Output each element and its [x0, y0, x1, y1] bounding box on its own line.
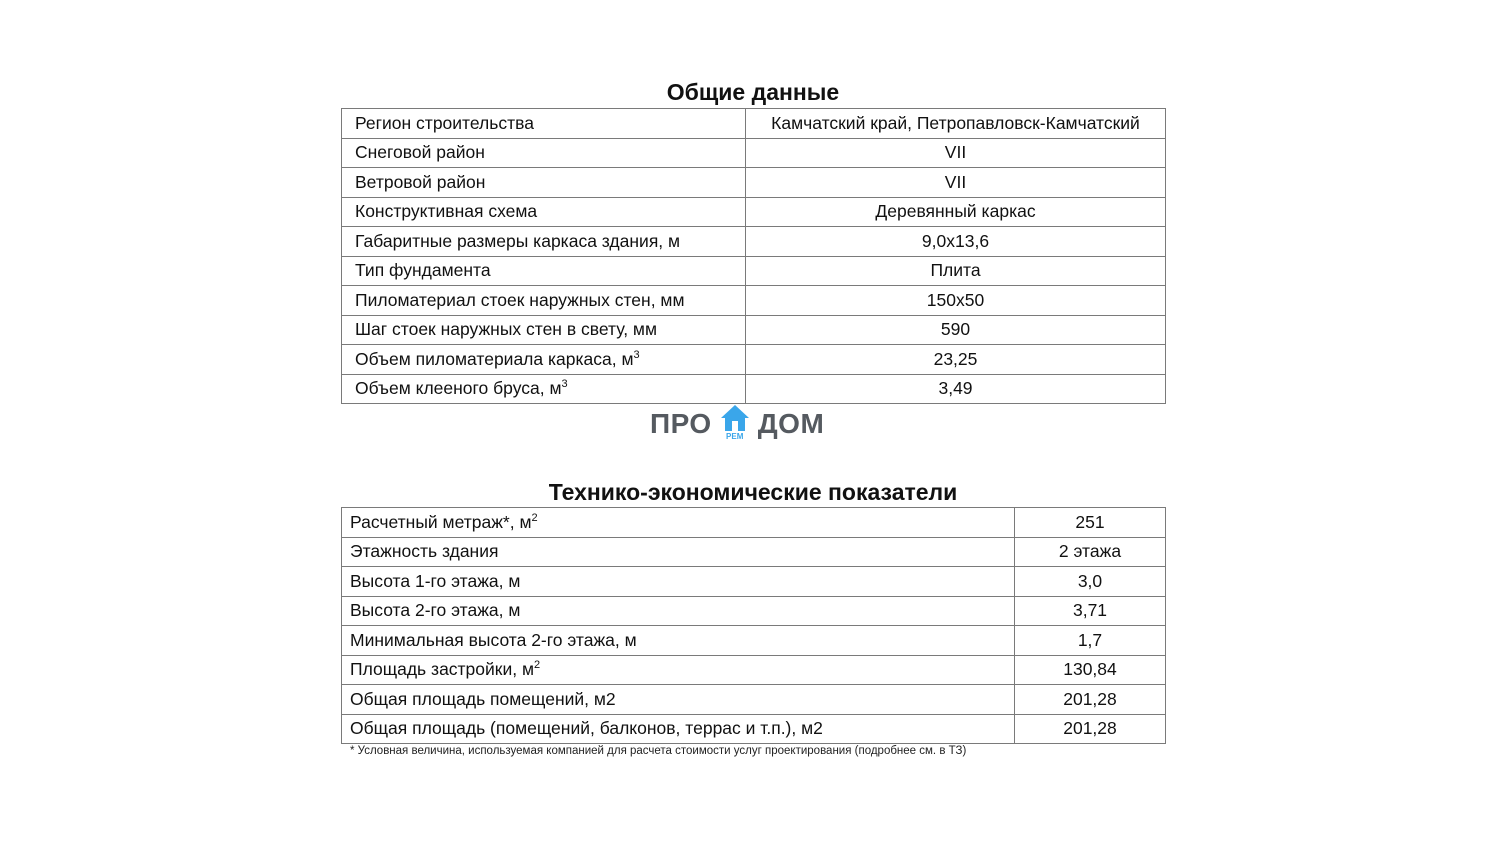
row-value: VII: [746, 168, 1166, 198]
row-label: Этажность здания: [350, 541, 499, 562]
row-label: Общая площадь помещений, м2: [350, 688, 616, 709]
table-row: [342, 508, 1166, 538]
footnote: * Условная величина, используемая компанией для расчета стоимости услуг проектирования (подробнее см. в ТЗ): [350, 745, 967, 757]
row-value: 2 этажа: [1015, 537, 1166, 567]
row-value: 9,0х13,6: [746, 227, 1166, 257]
unit-exponent: 3: [561, 378, 568, 391]
row-label: Тип фундамента: [355, 260, 491, 281]
table-row: [342, 626, 1166, 656]
tech-indicators-table: [341, 507, 1166, 744]
table-row: [342, 714, 1166, 744]
row-value: 23,25: [746, 345, 1166, 375]
row-label: Пиломатериал стоек наружных стен, мм: [355, 289, 685, 310]
table-row: [342, 168, 1166, 198]
row-label-cell: [342, 714, 1015, 744]
row-label: Высота 2-го этажа, м: [350, 600, 521, 621]
row-label: Снеговой район: [355, 142, 485, 163]
general-data-table: [341, 108, 1166, 404]
row-label-cell: [342, 168, 746, 198]
logo-subtext: РЕМ: [726, 432, 744, 441]
table-row: [342, 345, 1166, 375]
row-label: Общая площадь (помещений, балконов, террас и т.п.), м2: [350, 718, 823, 739]
row-value: 3,71: [1015, 596, 1166, 626]
table-row: [342, 567, 1166, 597]
table-row: [342, 655, 1166, 685]
unit-exponent: 2: [534, 659, 541, 672]
row-label-cell: [342, 567, 1015, 597]
row-value: 130,84: [1015, 655, 1166, 685]
row-value: 201,28: [1015, 685, 1166, 715]
row-label: Высота 1-го этажа, м: [350, 570, 521, 591]
logo-text-left: ПРО: [650, 408, 712, 439]
table-row: [342, 286, 1166, 316]
row-value: Деревянный каркас: [746, 197, 1166, 227]
row-label-cell: [342, 138, 746, 168]
row-label-cell: [342, 508, 1015, 538]
row-label: Минимальная высота 2-го этажа, м: [350, 629, 637, 650]
table-row: [342, 256, 1166, 286]
table-row: [342, 138, 1166, 168]
row-value: 3,0: [1015, 567, 1166, 597]
row-label-cell: [342, 537, 1015, 567]
unit-exponent: 3: [633, 348, 640, 361]
row-label-cell: [342, 626, 1015, 656]
row-value: 201,28: [1015, 714, 1166, 744]
row-value: 1,7: [1015, 626, 1166, 656]
row-label: Расчетный метраж*, м: [350, 511, 532, 532]
row-label: Площадь застройки, м: [350, 659, 534, 680]
row-label-cell: [342, 256, 746, 286]
tech-indicators-title: Технико-экономические показатели: [548, 479, 958, 505]
table-row: [342, 315, 1166, 345]
row-label: Ветровой район: [355, 171, 486, 192]
row-value: Камчатский край, Петропавловск-Камчатский: [746, 109, 1166, 139]
general-data-title: Общие данные: [666, 79, 840, 105]
row-label-cell: [342, 315, 746, 345]
row-label-cell: [342, 345, 746, 375]
row-value: 150х50: [746, 286, 1166, 316]
row-value: Плита: [746, 256, 1166, 286]
row-label-cell: [342, 596, 1015, 626]
row-value: VII: [746, 138, 1166, 168]
row-label-cell: [342, 109, 746, 139]
table-row: [342, 374, 1166, 404]
row-label: Шаг стоек наружных стен в свету, мм: [355, 319, 657, 340]
row-label-cell: [342, 685, 1015, 715]
row-label-cell: [342, 374, 746, 404]
row-label: Объем клееного бруса, м: [355, 378, 562, 399]
row-label-cell: [342, 655, 1015, 685]
table-row: [342, 685, 1166, 715]
house-icon: [716, 404, 754, 444]
table-row: [342, 197, 1166, 227]
logo-text-right: ДОМ: [757, 408, 825, 439]
row-label: Регион строительства: [355, 112, 534, 133]
table-row: [342, 109, 1166, 139]
table-row: [342, 537, 1166, 567]
unit-exponent: 2: [531, 511, 538, 524]
row-label: Конструктивная схема: [355, 201, 538, 222]
row-label-cell: [342, 286, 746, 316]
row-value: 251: [1015, 508, 1166, 538]
table-row: [342, 596, 1166, 626]
row-label-cell: [342, 197, 746, 227]
table-row: [342, 227, 1166, 257]
row-value: 590: [746, 315, 1166, 345]
row-label: Габаритные размеры каркаса здания, м: [355, 230, 681, 251]
row-value: 3,49: [746, 374, 1166, 404]
row-label: Объем пиломатериала каркаса, м: [355, 348, 634, 369]
pro-dom-logo: [650, 404, 824, 444]
row-label-cell: [342, 227, 746, 257]
